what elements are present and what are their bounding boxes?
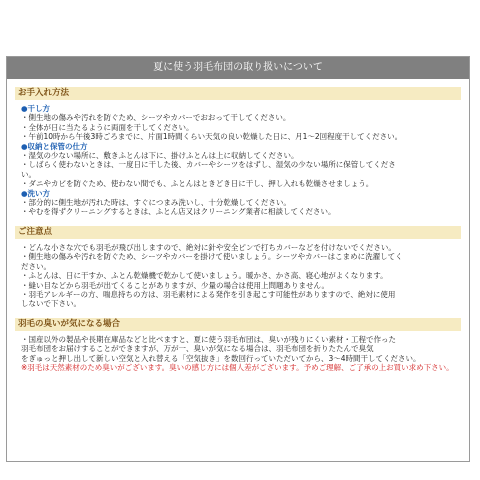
subheading-drying: ●干し方 bbox=[21, 104, 51, 113]
text-line: ・国産以外の製品や長期在庫品などと比べますと、夏に使う羽毛布団は、臭いが残りにくい素材・工程で作った bbox=[21, 334, 396, 344]
section-heading-odor: 羽毛の臭いが気になる場合 bbox=[15, 318, 461, 331]
text-line: ・ふとんは、日に干すか、ふとん乾燥機で乾かして使いましょう。暖かさ、かさ高、寝心地がよくなります。 bbox=[21, 271, 388, 281]
subheading-storage: ●収納と保管の仕方 bbox=[21, 141, 88, 151]
odor-section-body bbox=[15, 331, 461, 377]
text-line: をぎゅっと押し出して新しい空気と入れ替える「空気抜き」を数回行っていただいてから、3～4時間干してください。 bbox=[21, 353, 421, 363]
text-line: ・やむを得ずクリーニングするときは、ふとん店又はクリーニング業者に相談してください。 bbox=[21, 207, 336, 217]
text-line: ・側生地の傷みや汚れを防ぐため、シーツやカバーを掛けて使いましょう。シーツやカバーはこまめに洗濯してく bbox=[21, 252, 403, 262]
text-line: い。 bbox=[21, 169, 36, 179]
text-line: ・縫い目などから羽毛が出てくることがありますが、少量の場合は使用上問題ありません。 bbox=[21, 280, 329, 290]
section-heading-care: お手入れ方法 bbox=[15, 87, 461, 100]
text-line: ・側生地の傷みや汚れを防ぐため、シーツやカバーでおおって干してください。 bbox=[21, 113, 291, 123]
text-line: ・しばらく使わないときは、一度日に干した後、カバーやシーツをはずし、湿気の少ない場所に保管してくださ bbox=[21, 160, 396, 170]
odor-note: ※羽毛は天然素材のため臭いがございます。臭いの感じ方には個人差がございます。予めご理解、ご了承の上お買い求め下さい。 bbox=[21, 362, 454, 372]
text-line: ・羽毛アレルギーの方、喘息持ちの方は、羽毛素材による発作を引き起こす可能性がありますので、絶対に使用 bbox=[21, 289, 396, 299]
page-title: 夏に使う羽毛布団の取り扱いについて bbox=[7, 57, 469, 79]
cautions-section-body bbox=[15, 239, 461, 313]
care-info-panel bbox=[6, 56, 470, 462]
care-section-body bbox=[15, 100, 461, 221]
text-line: ・午前10時から午後3時ごろまでに、片面1時間くらい天気の良い乾燥した日に、月1～2回程度干してください。 bbox=[21, 132, 403, 142]
text-line: ・湿気の少ない場所に、敷きふとんは下に、掛けふとんは上に収納してください。 bbox=[21, 151, 299, 161]
text-line: しないで下さい。 bbox=[21, 299, 81, 309]
text-line: ・ダニやカビを防ぐため、使わない間でも、ふとんはときどき日に干し、押し入れも乾燥させましょう。 bbox=[21, 179, 374, 189]
subheading-washing: ●洗い方 bbox=[21, 188, 51, 198]
text-line: 羽毛布団をお届けすることができますが、万が一、臭いが気になる場合は、羽毛布団を折りたたんで臭気 bbox=[21, 344, 374, 354]
text-line: ・部分的に側生地が汚れた時は、すぐにつまみ洗いし、十分乾燥してください。 bbox=[21, 198, 291, 208]
text-line: ・どんな小さな穴でも羽毛が飛び出しますので、絶対に針や安全ピンで打ちカバーなどを付けないでください。 bbox=[21, 242, 396, 252]
text-line: ・全体が日に当たるように両面を干してください。 bbox=[21, 122, 194, 132]
section-heading-cautions: ご注意点 bbox=[15, 226, 461, 239]
text-line: ださい。 bbox=[21, 261, 51, 271]
content bbox=[7, 79, 469, 376]
